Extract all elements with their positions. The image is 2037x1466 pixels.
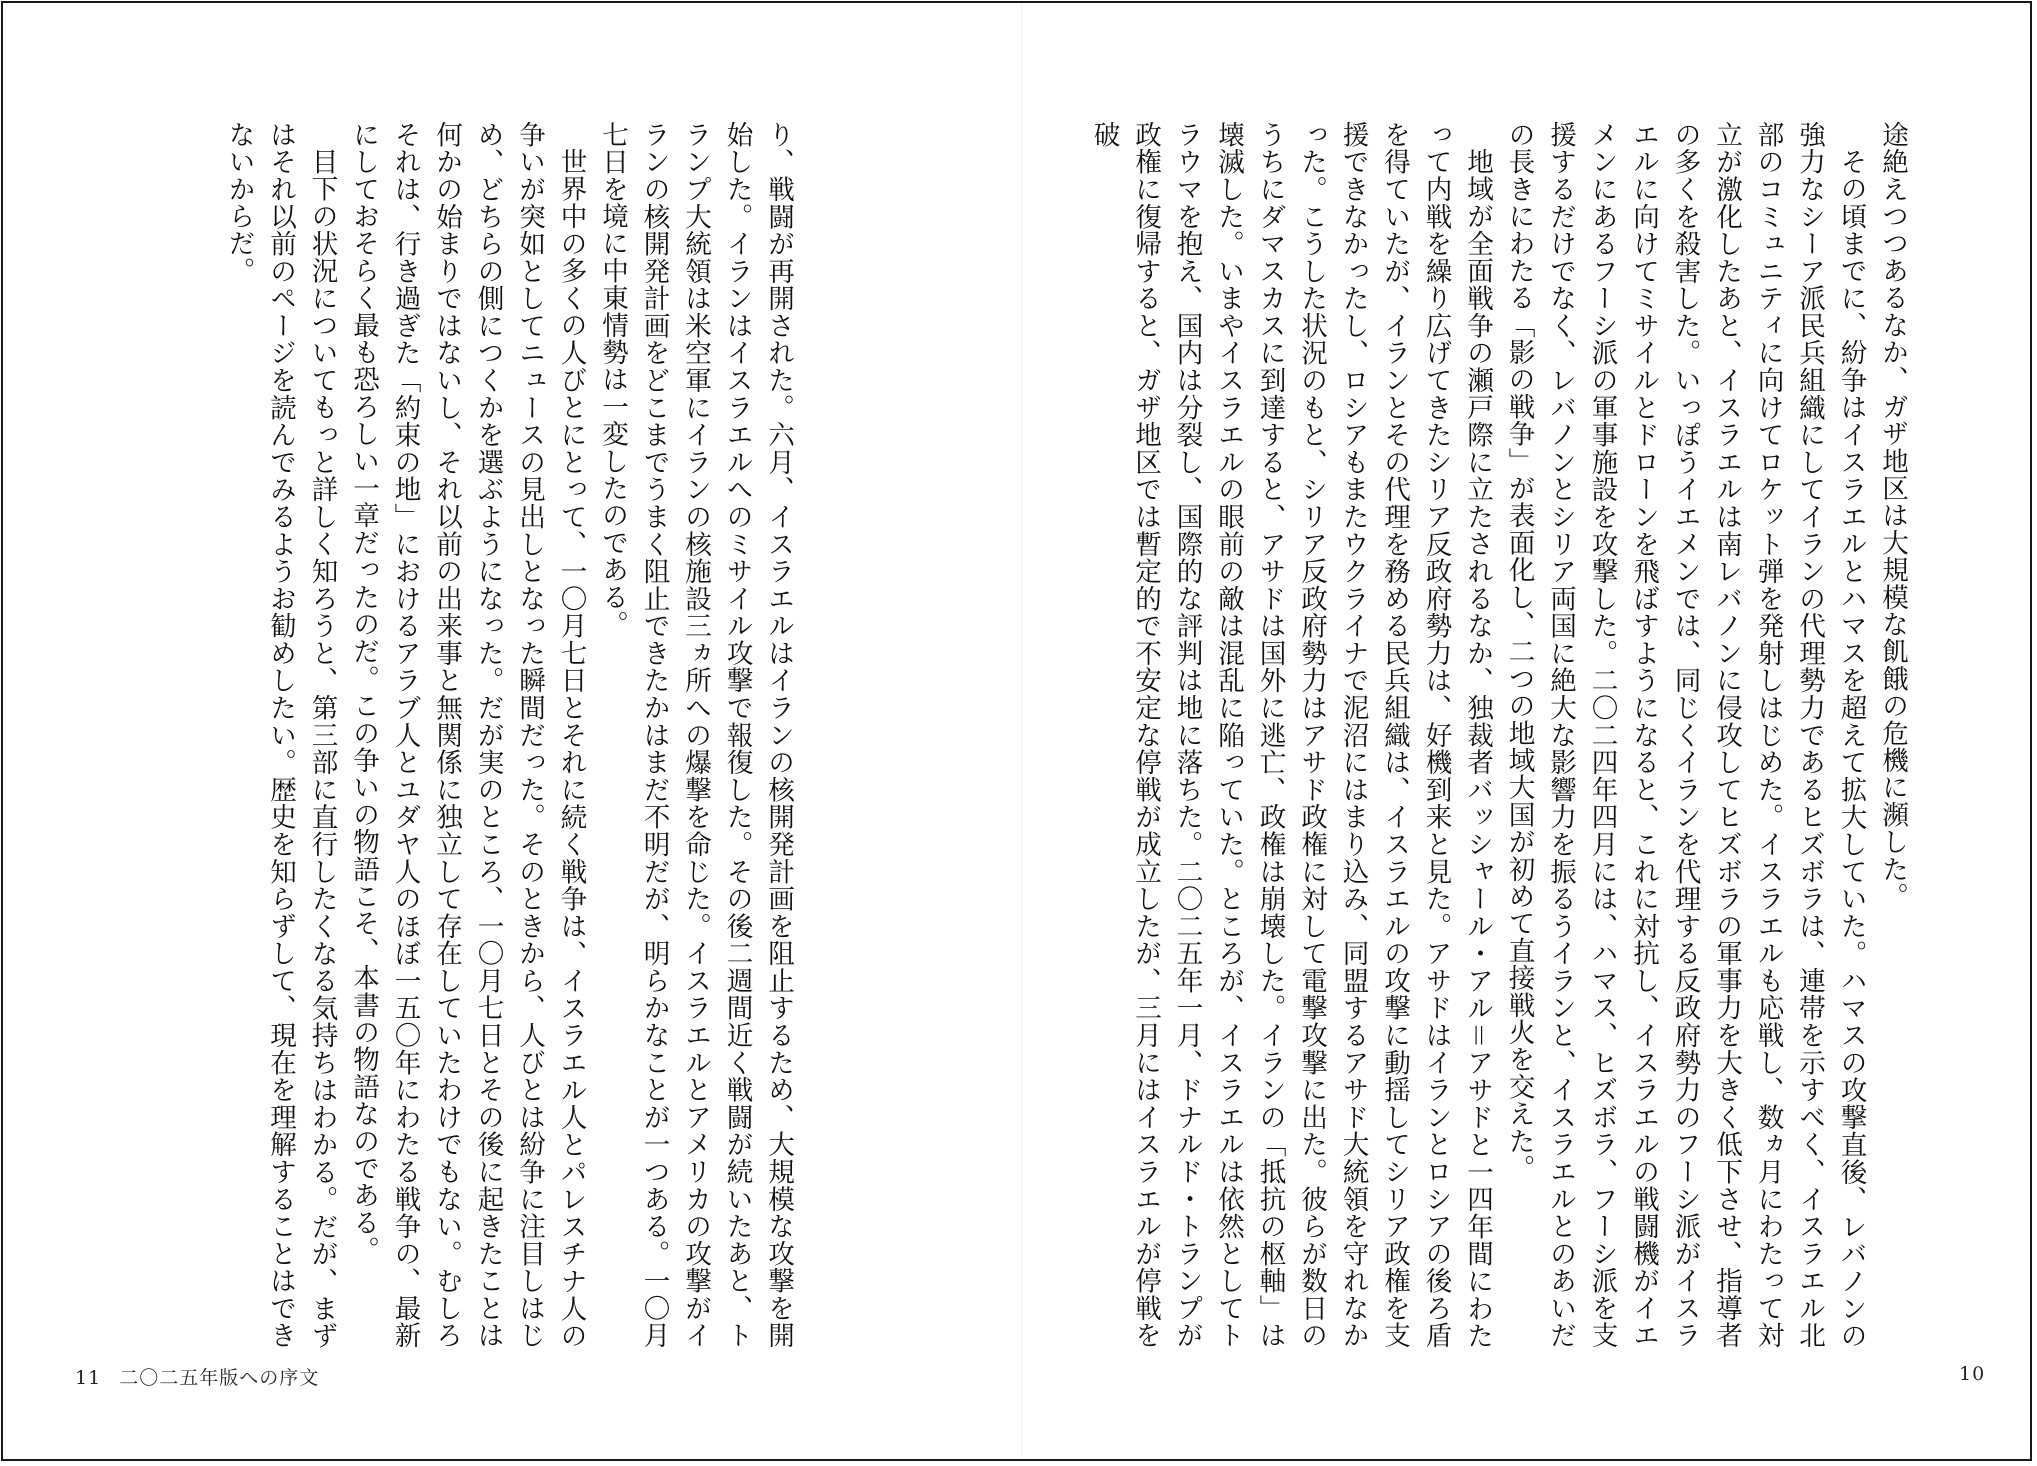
left-page-footer bbox=[75, 1363, 319, 1390]
book-spread bbox=[1, 1, 2032, 1461]
page-gutter bbox=[1021, 3, 1022, 1459]
right-paragraph-1: 途絶えつつあるなか、ガザ地区は大規模な飢餓の危機に瀕した。 bbox=[1877, 121, 1908, 910]
left-page-text bbox=[223, 121, 799, 1349]
right-page-number: 10 bbox=[1959, 1363, 1986, 1385]
left-page-number: 11 bbox=[75, 1367, 102, 1389]
right-paragraph-2: その頃までに、紛争はイスラエルとハマスを超えて拡大していた。ハマスの攻撃直後、レバノンの強力なシーア派民兵組織にしてイランの代理勢力であるヒズボラは、連帯を示すべく、イスラエル北部のコミュニティに向けてロケット弾を発射しはじめた。イスラエルも応戦し、数ヵ月にわたって対立が激化したあと、イスラエルは南レバノンに侵攻してヒズボラの軍事力を大きく低下させ、指導者の多くを殺害した。いっぽうイエメンでは、同じくイランを代理する反政府勢力のフーシ派がイスラエルに向けてミサイルとドローンを飛ばすようになると、これに対抗し、イスラエルの戦闘機がイエメンにあるフーシ派の軍事施設を攻撃した。二〇二四年四月には、ハマス、ヒズボラ、フーシ派を支援するだけでなく、レバノンとシリア両国に絶大な影響力を振るうイランと、イスラエルとのあいだの長きにわたる「影の戦争」が表面化し、二つの地域大国が初めて直接戦火を交えた。 bbox=[1503, 121, 1867, 1349]
running-head: 二〇二五年版への序文 bbox=[119, 1367, 320, 1389]
left-paragraph-2: 世界中の多くの人びとにとって、一〇月七日とそれに続く戦争は、イスラエル人とパレスチナ人の争いが突如としてニュースの見出しとなった瞬間だった。そのときから、人びとは紛争に注目しはじめ、どちらの側につくかを選ぶようになった。だが実のところ、一〇月七日とその後に起きたことは何かの始まりではないし、それ以前の出来事と無関係に独立して存在していたわけでもない。むしろそれは、行き過ぎた「約束の地」におけるアラブ人とユダヤ人のほぼ一五〇年にわたる戦争の、最新にしておそらく最も恐ろしい一章だったのだ。この争いの物語こそ、本書の物語なのである。 bbox=[348, 121, 587, 1349]
right-page-text bbox=[1088, 121, 1913, 1349]
right-paragraph-3: 地域が全面戦争の瀬戸際に立たされるなか、独裁者バッシャール・アル＝アサドと一四年間にわたって内戦を繰り広げてきたシリア反政府勢力は、好機到来と見た。アサドはイランとロシアの後ろ盾を得ていたが、イランとその代理を務める民兵組織は、イスラエルの攻撃に動揺してシリア政権を支援できなかったし、ロシアもまたウクライナで泥沼にはまり込み、同盟するアサド大統領を守れなかった。こうした状況のもと、シリア反政府勢力はアサド政権に対して電撃攻撃に出た。彼らが数日のうちにダマスカスに到達すると、アサドは国外に逃亡、政権は崩壊した。イランの「抵抗の枢軸」は壊滅した。いまやイスラエルの眼前の敵は混乱に陥っていた。ところが、イスラエルは依然としてトラウマを抱え、国内は分裂し、国際的な評判は地に落ちた。二〇二五年一月、ドナルド・トランプが政権に復帰すると、ガザ地区では暫定的で不安定な停戦が成立したが、三月にはイスラエルが停戦を破 bbox=[1088, 121, 1493, 1349]
left-paragraph-1: り、戦闘が再開された。六月、イスラエルはイランの核開発計画を阻止するため、大規模な攻撃を開始した。イランはイスラエルへのミサイル攻撃で報復した。その後二週間近く戦闘が続いたあと、トランプ大統領は米空軍にイランの核施設三ヵ所への爆撃を命じた。イスラエルとアメリカの攻撃がイランの核開発計画をどこまでうまく阻止できたかはまだ不明だが、明らかなことが一つある。一〇月七日を境に中東情勢は一変したのである。 bbox=[597, 121, 794, 1349]
left-paragraph-3: 目下の状況についてもっと詳しく知ろうと、第三部に直行したくなる気持ちはわかる。だが、まずはそれ以前のページを読んでみるようお勧めしたい。歴史を知らずして、現在を理解することはできないからだ。 bbox=[223, 121, 338, 1349]
